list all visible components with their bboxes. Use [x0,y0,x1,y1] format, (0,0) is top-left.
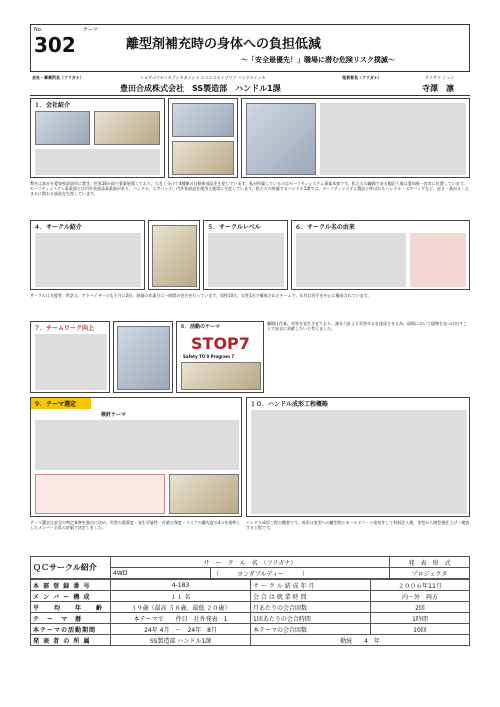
product-images [35,149,160,175]
header-box [30,24,470,72]
row-label-monthly-meetings: 月あたりの会合回数 [251,602,371,613]
theme-table-heading: 検討テーマ [101,412,127,418]
panel-circle-name-title: ６．サークル名の由来 [295,224,355,231]
panel-circle-name [291,220,470,290]
row-value-formed: ２００６年11月 [371,580,470,591]
row-label-activity-period: 本テーマの活動期間 [31,624,111,635]
row-value-theme-history: 本テーマで 件目 社外発表 1 [111,613,251,624]
theme-label: テーマ [83,27,99,33]
panel-company-intro [30,98,165,178]
organization-chart [35,233,141,287]
circle-name-header: サ ー ク ル 名 （フリガナ） [111,557,390,568]
teamwork-photo [117,326,170,390]
presenter-name: 寺澤 凛 [422,84,454,93]
row-label-meeting-duration: 1回あたりの会合時間 [251,613,371,624]
panel-process-overview-title: １０．ハンドル成形工程概略 [250,401,329,408]
qc-circle-table [30,556,470,646]
row-value-activity-period: 24年 4月 ～ 24年 8月 [111,624,251,635]
row-value-meeting-time: 内・外 両方 [371,591,470,602]
panel-theme-selection-title: ９．テーマ選定 [31,398,91,409]
member-photo [152,225,197,287]
row-value-monthly-meetings: 2回 [371,602,470,613]
theme-selection-description: テーマ選定は安全の判定基準を独自に決め、災害の重篤度・発生可能性・作業の頻度・リスクの優先度の4つを基準としたメンバー全員の評価で決定しました。 [30,520,241,531]
circle-name-kana: （ ヨンダブルディー ） [211,568,390,579]
panel-stop7-title: ８．活動のテーマ [180,324,221,330]
process-flow-diagram [251,410,467,514]
row-value-meeting-duration: 1時間 [371,613,470,624]
level-table [296,233,406,287]
airbag-photo [172,141,234,175]
page-subtitle: ～「安全最優先！」職場に潜む危険リスク撲滅～ [241,56,395,64]
row-label-presenter-dept: 発 表 者 の 所 属 [31,635,111,646]
panel-teamwork-photos [113,321,173,393]
panel-theme-selection [30,397,242,517]
company-label: 会社・事業所名（フリガナ） [32,75,84,80]
name-origin-box [410,233,466,287]
panel-circle-intro [30,220,145,290]
row-label-theme-history: テ ー マ 暦 [31,613,111,624]
row-label-meeting-count: 本テーマの会合回数 [251,624,371,635]
panel-product-lineup [241,98,470,178]
panel-process-overview [246,397,470,517]
panel-products [168,98,238,178]
selection-illustration [169,474,239,514]
row-value-tenure: 勤続 4 年 [251,635,470,646]
circle-name: 4WD [111,568,211,579]
product-lineup-images [320,103,466,175]
row-label-members: メ ン バ ー 構 成 [31,591,111,602]
teamwork-table [35,334,107,390]
presenter-label: 発表者名（フリガナ） [342,75,382,80]
publication-header: 発 表 形 式 [390,557,470,568]
page-title: 離型剤補充時の身体への負担低減 [126,37,322,52]
process-description: ハンドル成形工程の概要です。成形は金型への離型剤とモールドコート塗布をして材料注入後、金型から脱型後仕上げ・検査する工程です。 [246,520,470,531]
entry-number: 302 [34,33,76,57]
company-description: 弊社は本社を愛知県清須市に置き、世界16か国で事業展開しており、大きく分けて4種類の自動車部品を生産しています。私が所属しているのはセーフティシステム事業本部です。私たちの職場である稲沢工場は愛知県一宮市に位置しています。セーフティシステム事業部とは内外装部品事業部があり、ハンドル、エアバッグ、内外装部品を使用立地別に生産しています。私たちの所属するハンドル1課では、セーフティシステム製品と呼ばれるハンドル・エアバッグなど、走る・曲がる・止まるに関わる部品を生産しています。 [30,181,469,197]
workplace-description: 職場は作業、災害を発生させており、課長力針より災害ゼロを達成させる為、現場において現物を見つけ出すことで安全に貢献したいと考えました。 [267,321,467,332]
row-value-presenter-dept: SS製造部 ハンドル1課 [111,635,251,646]
stop7-logo: STOP7 [191,334,250,353]
panel-company-intro-title: １．会社紹介 [34,102,71,109]
row-label-average-age: 平 均 年 齢 [31,602,111,613]
row-label-meeting-time: 会 合 は 就 業 時 間 [251,591,371,602]
row-label-formed: サ ー ク ル 結 成 年 月 [251,580,371,591]
publication-type: プロジェクタ [390,568,470,579]
presenter-furigana: テラサワ ジュン [425,75,455,80]
no-label: No. [34,27,43,33]
row-value-meeting-count: 10回 [371,624,470,635]
panel-stop7 [176,321,264,393]
panel-teamwork-title: ７．チームワーク向上 [34,325,95,332]
company-bar [30,74,470,96]
company-furigana: トヨダゴウセイカブシキガイシャ エスエスセイゾウブ ハンドルイッカ [140,75,266,80]
company-building-photo [35,111,90,145]
company-name: 豊田合成株式会社 SS製造部 ハンドル1課 [120,84,281,93]
row-value-registration: 4-183 [111,580,251,591]
panel-member-photo [148,220,200,290]
stop7-subtitle: Safety TO 0 Program 7 [183,354,235,359]
steering-wheel-photo [172,103,234,137]
panel-teamwork [30,321,110,393]
selection-criteria-box [35,474,165,514]
qc-circle-heading: ＱＣサークル紹介 [31,557,111,579]
panel-circle-intro-title: ４．サークル紹介 [34,224,82,231]
plant-photo [246,103,316,175]
stop7-illustrations [181,362,261,390]
theme-evaluation-table [35,420,239,470]
row-label-registration: 本 部 登 録 番 号 [31,580,111,591]
factory-map-image [94,111,160,145]
row-value-average-age: ３９歳（最高 ５８歳、最低 ２０歳） [111,602,251,613]
level-radar-chart [208,233,284,287]
row-value-members: １１ 名 [111,591,251,602]
circle-description: サークルは支援者、世話人、アドバイザーのもと月に2回、原価の作業日に一時間の会合を行っています。男性10名、女性1名で構成されたチームで、年代は若手を中心に構成されています。 [30,293,372,298]
panel-circle-level-title: ５．サークルレベル [207,224,261,231]
panel-circle-level [203,220,288,290]
